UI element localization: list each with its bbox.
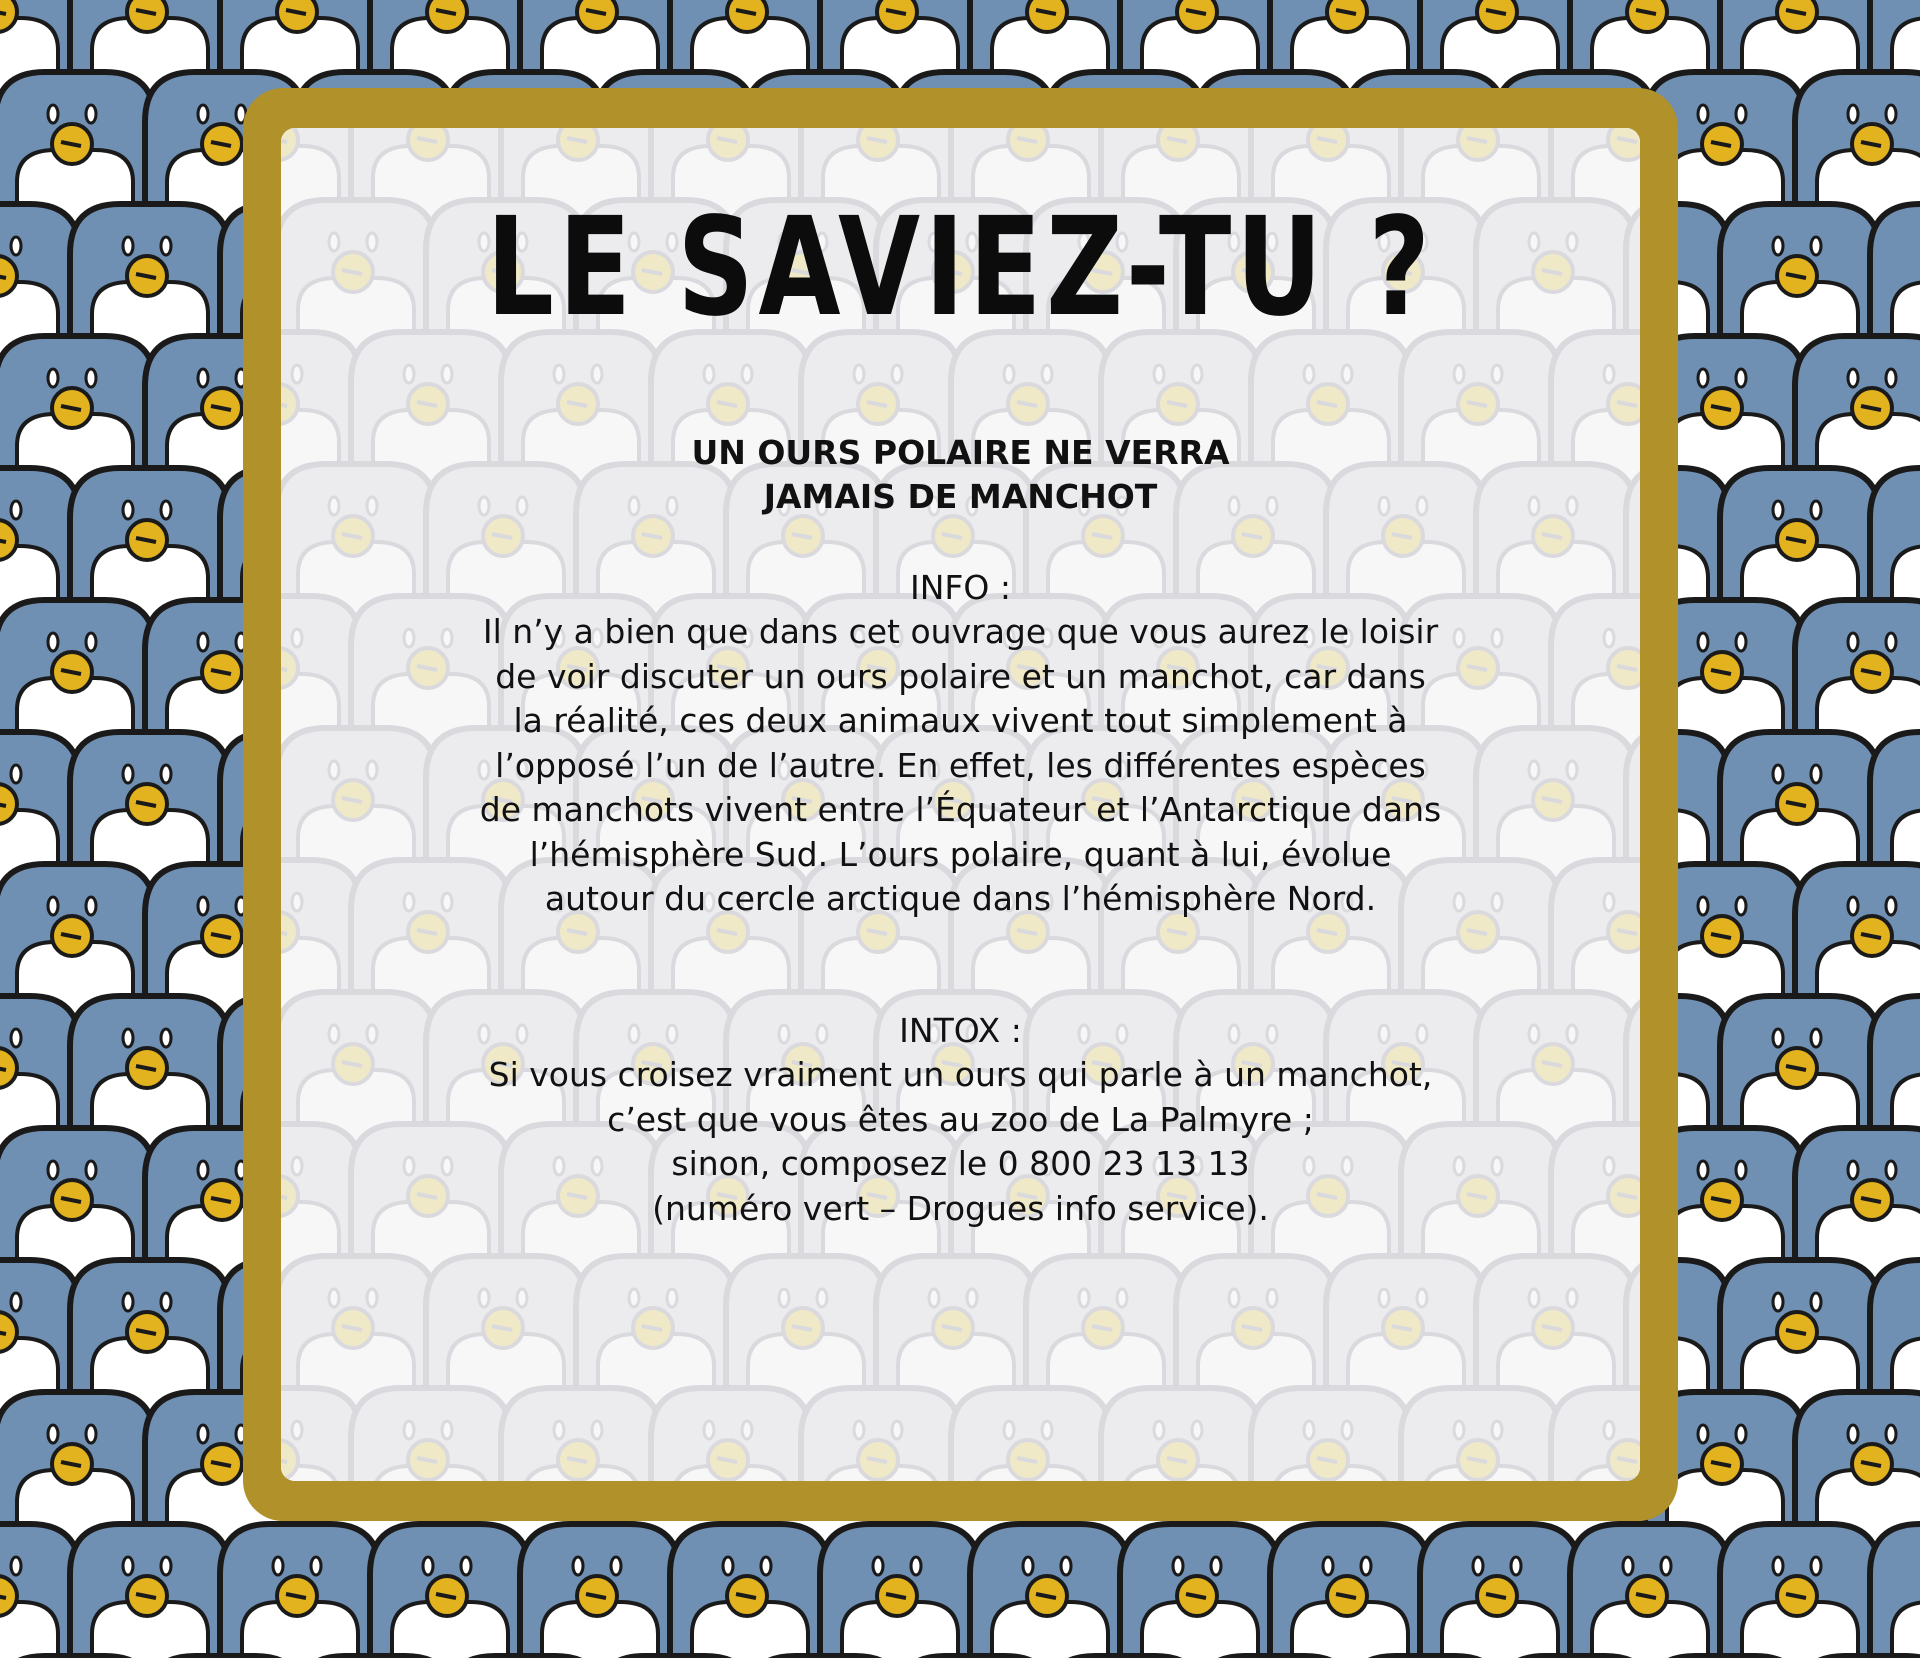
intox-heading: INTOX : xyxy=(899,1011,1022,1050)
penguin-figure xyxy=(370,1524,530,1658)
penguin-figure xyxy=(1270,1524,1430,1658)
page-title: LE SAVIEZ-TU ? xyxy=(486,189,1435,347)
penguin-figure xyxy=(1570,1524,1730,1658)
penguin-figure xyxy=(520,1524,680,1658)
info-line: Il n’y a bien que dans cet ouvrage que vous aurez le loisir xyxy=(482,612,1439,651)
intox-line: (numéro vert – Drogues info service). xyxy=(652,1188,1269,1228)
penguin-figure xyxy=(1420,1524,1580,1658)
intox-line: c’est que vous êtes au zoo de La Palmyre ; xyxy=(607,1099,1314,1139)
penguin-figure xyxy=(970,1524,1130,1658)
subtitle-line: JAMAIS DE MANCHOT xyxy=(763,477,1158,516)
subtitle xyxy=(281,431,1640,519)
info-line: de voir discuter un ours polaire et un manchot, car dans xyxy=(495,656,1426,696)
penguin-figure xyxy=(1870,1524,1920,1658)
penguin-figure xyxy=(1120,1524,1280,1658)
gold-frame xyxy=(243,88,1678,1521)
info-line: de manchots vivent entre l’Équateur et l’Antarctique dans xyxy=(479,790,1442,829)
info-line: autour du cercle arctique dans l’hémisphère Nord. xyxy=(544,879,1377,918)
info-line: l’opposé l’un de l’autre. En effet, les différentes espèces xyxy=(495,745,1426,785)
intox-text xyxy=(281,1053,1640,1231)
info-panel xyxy=(281,128,1640,1481)
penguin-figure xyxy=(820,1524,980,1658)
penguin-figure xyxy=(670,1524,830,1658)
info-heading: INFO : xyxy=(910,568,1011,607)
subtitle-line: UN OURS POLAIRE NE VERRA xyxy=(691,433,1230,472)
intox-line: sinon, composez le 0 800 23 13 13 xyxy=(671,1144,1250,1183)
penguin-figure xyxy=(220,1524,380,1658)
info-line: la réalité, ces deux animaux vivent tout simplement à xyxy=(513,701,1408,740)
panel-content xyxy=(281,128,1640,1481)
info-text xyxy=(281,610,1640,922)
penguin-figure xyxy=(1720,1524,1880,1658)
info-line: l’hémisphère Sud. L’ours polaire, quant à lui, évolue xyxy=(529,834,1392,874)
intox-line: Si vous croisez vraiment un ours qui parle à un manchot, xyxy=(488,1055,1433,1094)
penguin-figure xyxy=(70,1524,230,1658)
